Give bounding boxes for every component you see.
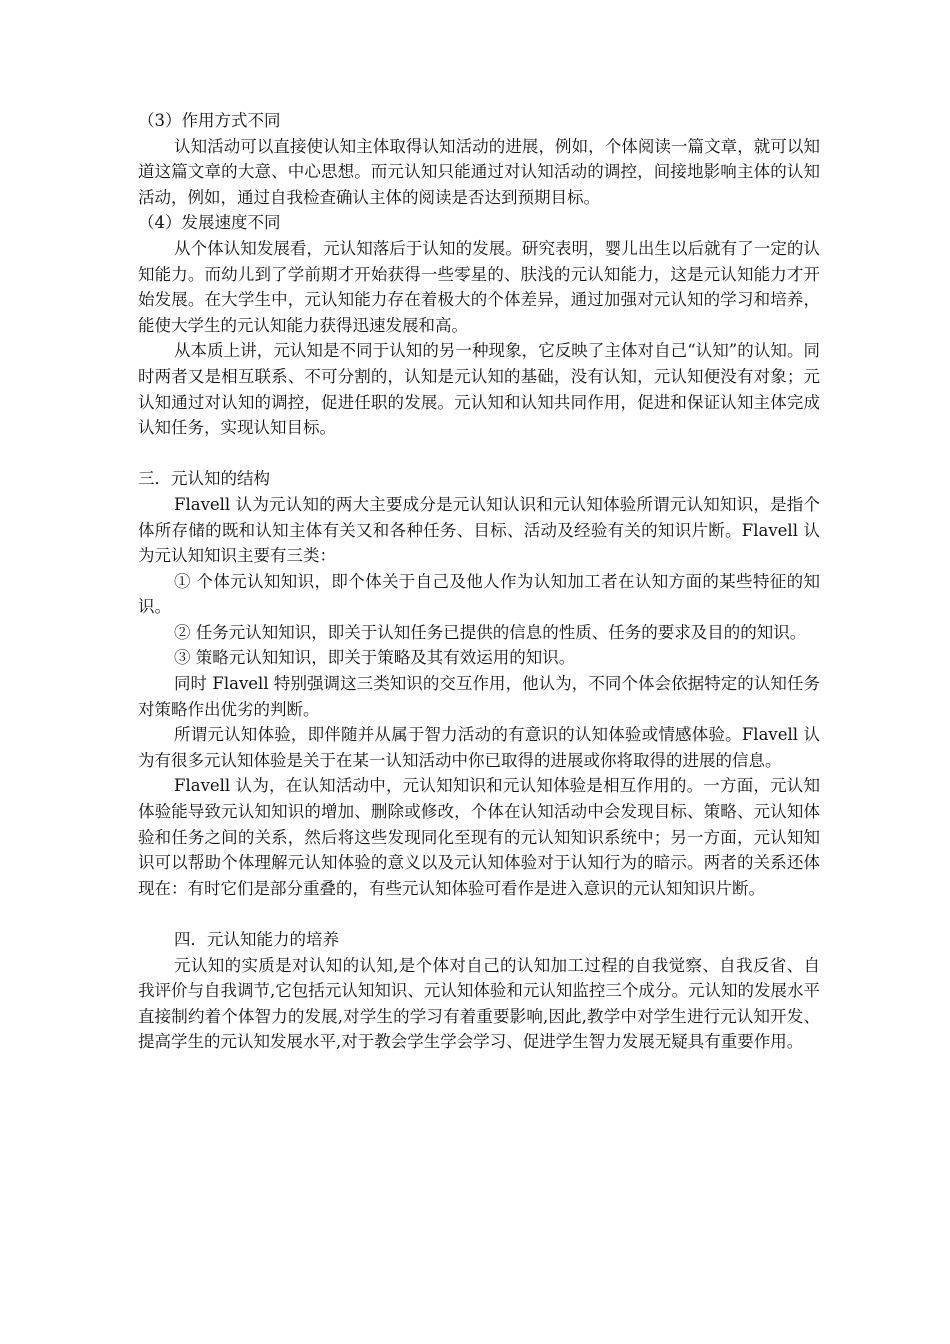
paragraph: 所谓元认知体验，即伴随并从属于智力活动的有意识的认知体验或情感体验。Flavell 认为有很多元认知体验是关于在某一认知活动中你已取得的进展或你将取得的进展的信息。 <box>138 725 820 770</box>
document-page <box>138 108 820 1055</box>
subheading-3: （3）作用方式不同 <box>138 111 281 130</box>
paragraph: 同时 Flavell 特别强调这三类知识的交互作用，他认为，不同个体会依据特定的认知任务对策略作出优劣的判断。 <box>138 674 820 719</box>
list-item: ② 任务元认知知识，即关于认知任务已提供的信息的性质、任务的要求及目的的知识。 <box>174 622 807 642</box>
section-heading-3: 三．元认知的结构 <box>138 469 270 489</box>
paragraph: Flavell 认为元认知的两大主要成分是元认知认识和元认知体验所谓元认知知识，是指个体所存储的既和认知主体有关又和各种任务、目标、活动及经验有关的知识片断。Flavell 认为元认知知识主要有三类： <box>138 494 820 566</box>
paragraph: 元认知的实质是对认知的认知,是个体对自己的认知加工过程的自我觉察、自我反省、自我评价与自我调节,它包括元认知知识、元认知体验和元认知监控三个成分。元认知的发展水平直接制约着个体智力的发展,对学生的学习有着重要影响,因此,教学中对学生进行元认知开发、提高学生的元认知发展水平,对于教会学生学会学习、促进学生智力发展无疑具有重要作用。 <box>138 955 820 1052</box>
paragraph: 从本质上讲，元认知是不同于认知的另一种现象，它反映了主体对自己“认知”的认知。同时两者又是相互联系、不可分割的，认知是元认知的基础，没有认知，元认知便没有对象；元认知通过对认知的调控，促进任职的发展。元认知和认知共同作用，促进和保证认知主体完成认知任务，实现认知目标。 <box>138 341 820 438</box>
paragraph: Flavell 认为，在认知活动中，元认知知识和元认知体验是相互作用的。一方面，元认知体验能导致元认知知识的增加、删除或修改，个体在认知活动中会发现目标、策略、元认知体验和任务之间的关系，然后将这些发现同化至现有的元认知知识系统中；另一方面，元认知知识可以帮助个体理解元认知体验的意义以及元认知体验对于认知行为的暗示。两者的关系还体现在：有时它们是部分重叠的，有些元认知体验可看作是进入意识的元认知知识片断。 <box>138 776 820 898</box>
blank-line <box>138 901 820 927</box>
section-heading-4: 四．元认知能力的培养 <box>174 930 339 949</box>
list-item: ③ 策略元认知知识，即关于策略及其有效运用的知识。 <box>174 648 576 668</box>
blank-line <box>138 441 820 467</box>
list-item: ① 个体元认知知识，即个体关于自己及他人作为认知加工者在认知方面的某些特征的知识。 <box>138 571 820 617</box>
paragraph: 认知活动可以直接使认知主体取得认知活动的进展，例如，个体阅读一篇文章，就可以知道这篇文章的大意、中心思想。而元认知只能通过对认知活动的调控，间接地影响主体的认知活动，例如，通过自我检查确认主体的阅读是否达到预期目标。 <box>138 136 820 207</box>
subheading-4: （4）发展速度不同 <box>138 213 281 233</box>
paragraph: 从个体认知发展看，元认知落后于认知的发展。研究表明，婴儿出生以后就有了一定的认知能力。而幼儿到了学前期才开始获得一些零星的、肤浅的元认知能力，这是元认知能力才开始发展。在大学生中，元认知能力存在着极大的个体差异，通过加强对元认知的学习和培养，能使大学生的元认知能力获得迅速发展和高。 <box>138 238 820 335</box>
